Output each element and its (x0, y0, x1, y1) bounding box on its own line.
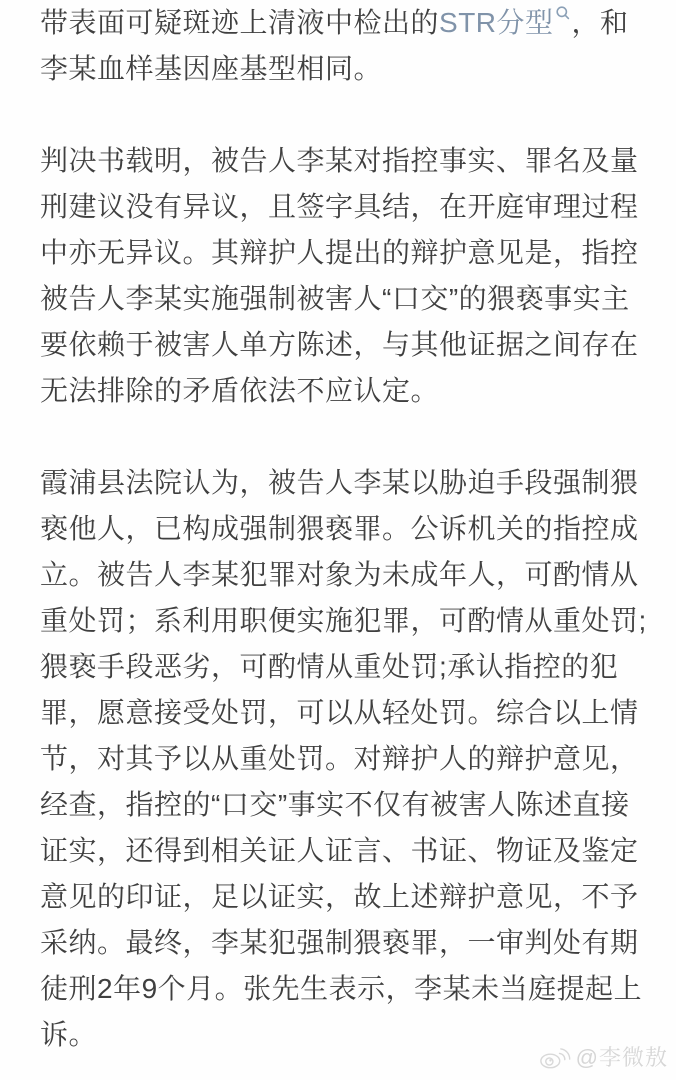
text-line: 刑建议没有异议，且签字具结，在开庭审理过程 (40, 191, 639, 222)
text-line: 被告人李某实施强制被害人“口交”的猥亵事实主 (40, 283, 630, 314)
text-line: 要依赖于被害人单方陈述，与其他证据之间存在 (40, 329, 639, 360)
text-line: 霞浦县法院认为，被告人李某以胁迫手段强制猥 (40, 467, 639, 498)
text-line: 猥亵手段恶劣，可酌情从重处罚;承认指控的犯 (40, 651, 619, 682)
paragraph-3 (40, 460, 646, 1058)
text-line: 徒刑2年9个月。张先生表示，李某未当庭提起上 (40, 973, 643, 1004)
text-line: 罪，愿意接受处罚，可以从轻处罚。综合以上情 (40, 697, 639, 728)
text-segment: ，和 (571, 7, 629, 38)
author-watermark (539, 1041, 668, 1072)
text-line: 重处罚；系利用职便实施犯罪，可酌情从重处罚; (40, 605, 647, 636)
weibo-logo (539, 1044, 571, 1070)
text-line: 经查，指控的“口交”事实不仅有被害人陈述直接 (40, 789, 630, 820)
watermark-handle: @李微敖 (575, 1045, 668, 1070)
text-line: 意见的印证，足以证实，故上述辩护意见，不予 (40, 881, 639, 912)
paragraph-2 (40, 138, 646, 414)
text-segment: 带表面可疑斑迹上清液中检出的 (40, 7, 440, 38)
text-line: 无法排除的矛盾依法不应认定。 (40, 375, 440, 406)
text-line: 证实，还得到相关证人证言、书证、物证及鉴定 (40, 835, 639, 866)
text-line (40, 0, 646, 46)
text-line: 立。被告人李某犯罪对象为未成年人，可酌情从 (40, 559, 639, 590)
text-line: 节，对其予以从重处罚。对辩护人的辩护意见， (40, 743, 639, 774)
search-icon[interactable] (555, 5, 571, 21)
text-line: 李某血样基因座基型相同。 (40, 53, 383, 84)
text-line: 诉。 (40, 1019, 98, 1050)
text-line: 中亦无异议。其辩护人提出的辩护意见是，指控 (40, 237, 639, 268)
text-line: 亵他人，已构成强制猥亵罪。公诉机关的指控成 (40, 513, 639, 544)
str-typing-search-link[interactable]: STR分型 (439, 7, 554, 38)
text-line: 采纳。最终，李某犯强制猥亵罪，一审判处有期 (40, 927, 639, 958)
text-line: 判决书载明，被告人李某对指控事实、罪名及量 (40, 145, 639, 176)
paragraph-1 (40, 0, 646, 92)
